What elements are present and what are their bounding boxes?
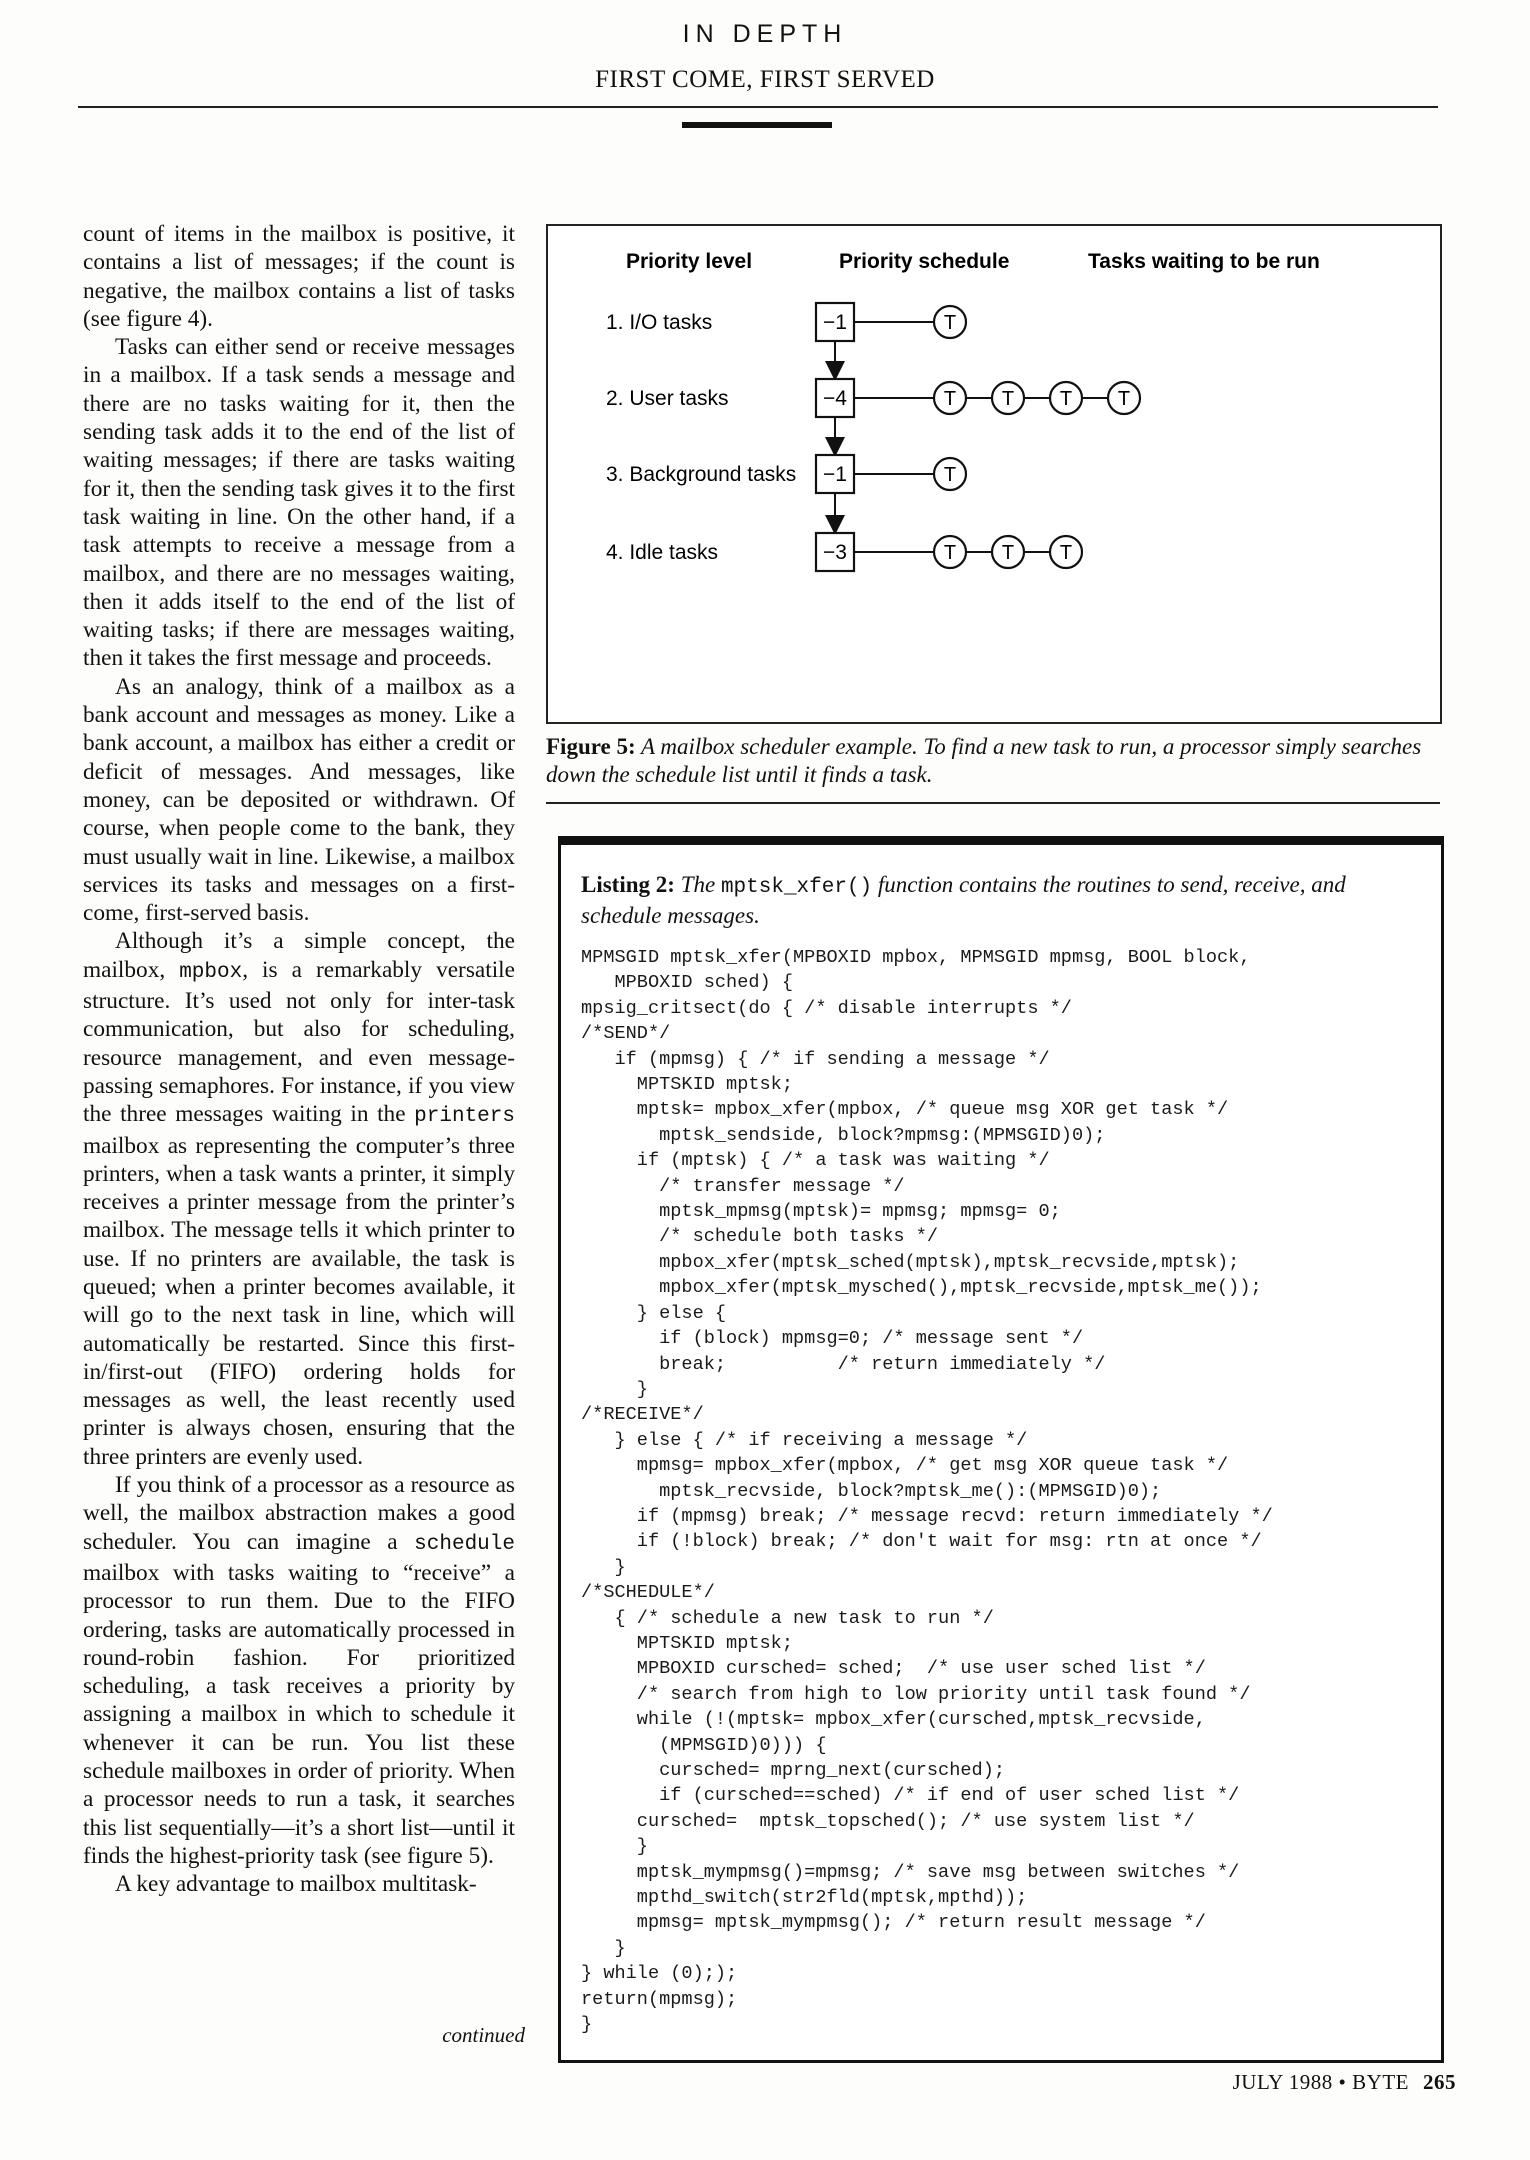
inline-code: mpbox bbox=[179, 960, 243, 984]
mailbox-count: −3 bbox=[823, 541, 847, 564]
mailbox-count: −1 bbox=[823, 311, 847, 334]
inline-code: schedule bbox=[414, 1532, 515, 1556]
task-label: T bbox=[1117, 388, 1131, 410]
caption-text: A mailbox scheduler example. To find a new task to run, a processor simply searches down the schedule list until it finds a task. bbox=[546, 734, 1422, 787]
figure-caption bbox=[546, 733, 1446, 789]
paragraph-4 bbox=[83, 927, 515, 1471]
running-title: FIRST COME, FIRST SERVED bbox=[595, 66, 935, 93]
paragraph-1: count of items in the mailbox is positive, it contains a list of messages; if the count is negative, the mailbox contains a list of tasks (see figure 4). bbox=[83, 221, 515, 332]
column-header-priority-schedule: Priority schedule bbox=[839, 250, 1010, 273]
schedule-rows bbox=[606, 303, 1140, 571]
listing-caption bbox=[581, 871, 1411, 930]
code-listing: MPMSGID mptsk_xfer(MPBOXID mpbox, MPMSGID mpmsg, BOOL block, MPBOXID sched) { mpsig_critsect(do { /* disable interrupts */ /*SEND*/ if (mpmsg) { /* if sending a message */ MPTSKID mptsk; mptsk= mpbox_xfer(mpbox, /* queue msg XOR get task */ mptsk_sendside, block?mpmsg:(MPMSGID)0); if (mptsk) { /* a task was waiting */ /* transfer message */ mptsk_mpmsg(mptsk)= mpmsg; mpmsg= 0; /* schedule both tasks */ mpbox_xfer(mptsk_sched(mptsk),mptsk_recvside,mptsk); mpbox_xfer(mptsk_mysched(),mptsk_recvside,mptsk_me()); } else { if (block) mpmsg=0; /* message sent */ break; /* return immediately */ } /*RECEIVE*/ } else { /* if receiving a message */ mpmsg= mpbox_xfer(mpbox, /* get msg XOR queue task */ mptsk_recvside, block?mptsk_me():(MPMSGID)0); if (mpmsg) break; /* message recvd: return immediately */ if (!block) break; /* don't wait for msg: rtn at once */ } /*SCHEDULE*/ { /* schedule a new task to run */ MPTSKID mptsk; MPBOXID cursched= sched; /* use user sched list */ /* search from high to low priority until task found */ while (!(mptsk= mpbox_xfer(cursched,mptsk_recvside, (MPMSGID)0))) { cursched= mprng_next(cursched); if (cursched==sched) /* if end of user sched list */ cursched= mptsk_topsched(); /* use system list */ } mptsk_mympmsg()=mpmsg; /* save msg between switches */ mpthd_switch(str2fld(mptsk,mpthd)); mpmsg= mptsk_mympmsg(); /* return result message */ } } while (0);); return(mpmsg); } bbox=[581, 947, 1273, 2036]
task-label: T bbox=[1059, 388, 1073, 410]
caption-rule bbox=[546, 802, 1440, 804]
figure-5 bbox=[546, 224, 1442, 724]
column-header-priority-level: Priority level bbox=[626, 250, 753, 273]
paragraph-5 bbox=[83, 1471, 515, 1870]
text-run: If you think of a processor as a resource as well, the mailbox abstraction makes a good scheduler. You can imagine a bbox=[83, 1472, 515, 1555]
caption-label: Figure 5: bbox=[546, 734, 636, 759]
text-run: mailbox with tasks waiting to “receive” a processor to run them. Due to the FIFO ordering, tasks are automatically processed in round-robin fashion. For prioritized scheduling, a task receives a priority by assigning a mailbox in which to schedule it whenever it can be run. You list these schedule mailboxes in order of priority. When a processor needs to run a task, it searches this list sequentially—it’s a short list—until it finds the highest-priority task (see figure 5). bbox=[83, 1559, 515, 1869]
paragraph-2: Tasks can either send or receive messages in a mailbox. If a task sends a message and there are no tasks waiting for it, then the sending task adds it to the end of the list of waiting messages; if there are tasks waiting for it, then the sending task gives it to the first task waiting in line. On the other hand, if a task attempts to receive a message from a mailbox, and there are no messages waiting, then it adds itself to the end of the list of waiting tasks; if there are messages waiting, then it takes the first message and proceeds. bbox=[83, 334, 515, 672]
continued-marker: continued bbox=[442, 2023, 525, 2047]
task-label: T bbox=[943, 312, 957, 334]
page-footer bbox=[1100, 2070, 1456, 2095]
priority-level-label: 3. Background tasks bbox=[606, 463, 797, 486]
priority-level-label: 4. Idle tasks bbox=[606, 541, 719, 564]
inline-code: mptsk_xfer() bbox=[720, 876, 873, 899]
listing-2 bbox=[558, 836, 1444, 2063]
priority-level-label: 1. I/O tasks bbox=[606, 311, 713, 334]
priority-level-label: 2. User tasks bbox=[606, 387, 729, 410]
task-label: T bbox=[943, 464, 957, 486]
mailbox-count: −1 bbox=[823, 463, 847, 486]
text-run: mailbox as representing the computer’s three printers, when a task wants a printer, it simply receives a printer message from the printer’s mailbox. The message tells it which printer to use. If no printers are available, the task is queued; when a printer becomes available, it will go to the next task in line, which will automatically be restarted. Since this first-in/first-out (FIFO) ordering holds for messages as well, the least recently used printer is always chosen, ensuring that the three printers are evenly used. bbox=[83, 1132, 515, 1470]
task-label: T bbox=[943, 388, 957, 410]
text-run: , is a remarkably versatile structure. It’s used not only for inter-task communication, but also for scheduling, resource management, and even message-passing semaphores. For instance, if you view the three messages waiting in the bbox=[83, 956, 515, 1128]
text-run: The bbox=[674, 872, 721, 897]
inline-code: printers bbox=[414, 1105, 515, 1129]
section-kicker: IN DEPTH bbox=[682, 20, 848, 48]
page-number: 265 bbox=[1423, 2070, 1456, 2094]
text-run: Although it’s a simple concept, the mailbox, bbox=[83, 928, 515, 983]
header-rule bbox=[78, 106, 1438, 108]
issue-line: JULY 1988 • BYTE bbox=[1232, 2070, 1409, 2094]
text-run: function contains the routines to send, receive, and schedule messages. bbox=[581, 872, 1346, 928]
listing-label: Listing 2: bbox=[581, 872, 675, 897]
task-label: T bbox=[1001, 388, 1015, 410]
task-label: T bbox=[1001, 542, 1015, 564]
paragraph-6: A key advantage to mailbox multitask- bbox=[115, 1871, 477, 1898]
header-bar bbox=[682, 122, 832, 128]
figure-diagram bbox=[548, 226, 1440, 722]
body-column bbox=[83, 220, 515, 1899]
task-label: T bbox=[943, 542, 957, 564]
task-label: T bbox=[1059, 542, 1073, 564]
paragraph-3: As an analogy, think of a mailbox as a bank account and messages as money. Like a bank account, a mailbox has either a credit or deficit of messages. And messages, like money, can be deposited or withdrawn. Of course, when people come to the bank, they must usually wait in line. Likewise, a mailbox services its tasks and messages on a first-come, first-served basis. bbox=[83, 673, 515, 927]
column-header-tasks-waiting: Tasks waiting to be run bbox=[1088, 250, 1320, 273]
mailbox-count: −4 bbox=[823, 387, 847, 410]
